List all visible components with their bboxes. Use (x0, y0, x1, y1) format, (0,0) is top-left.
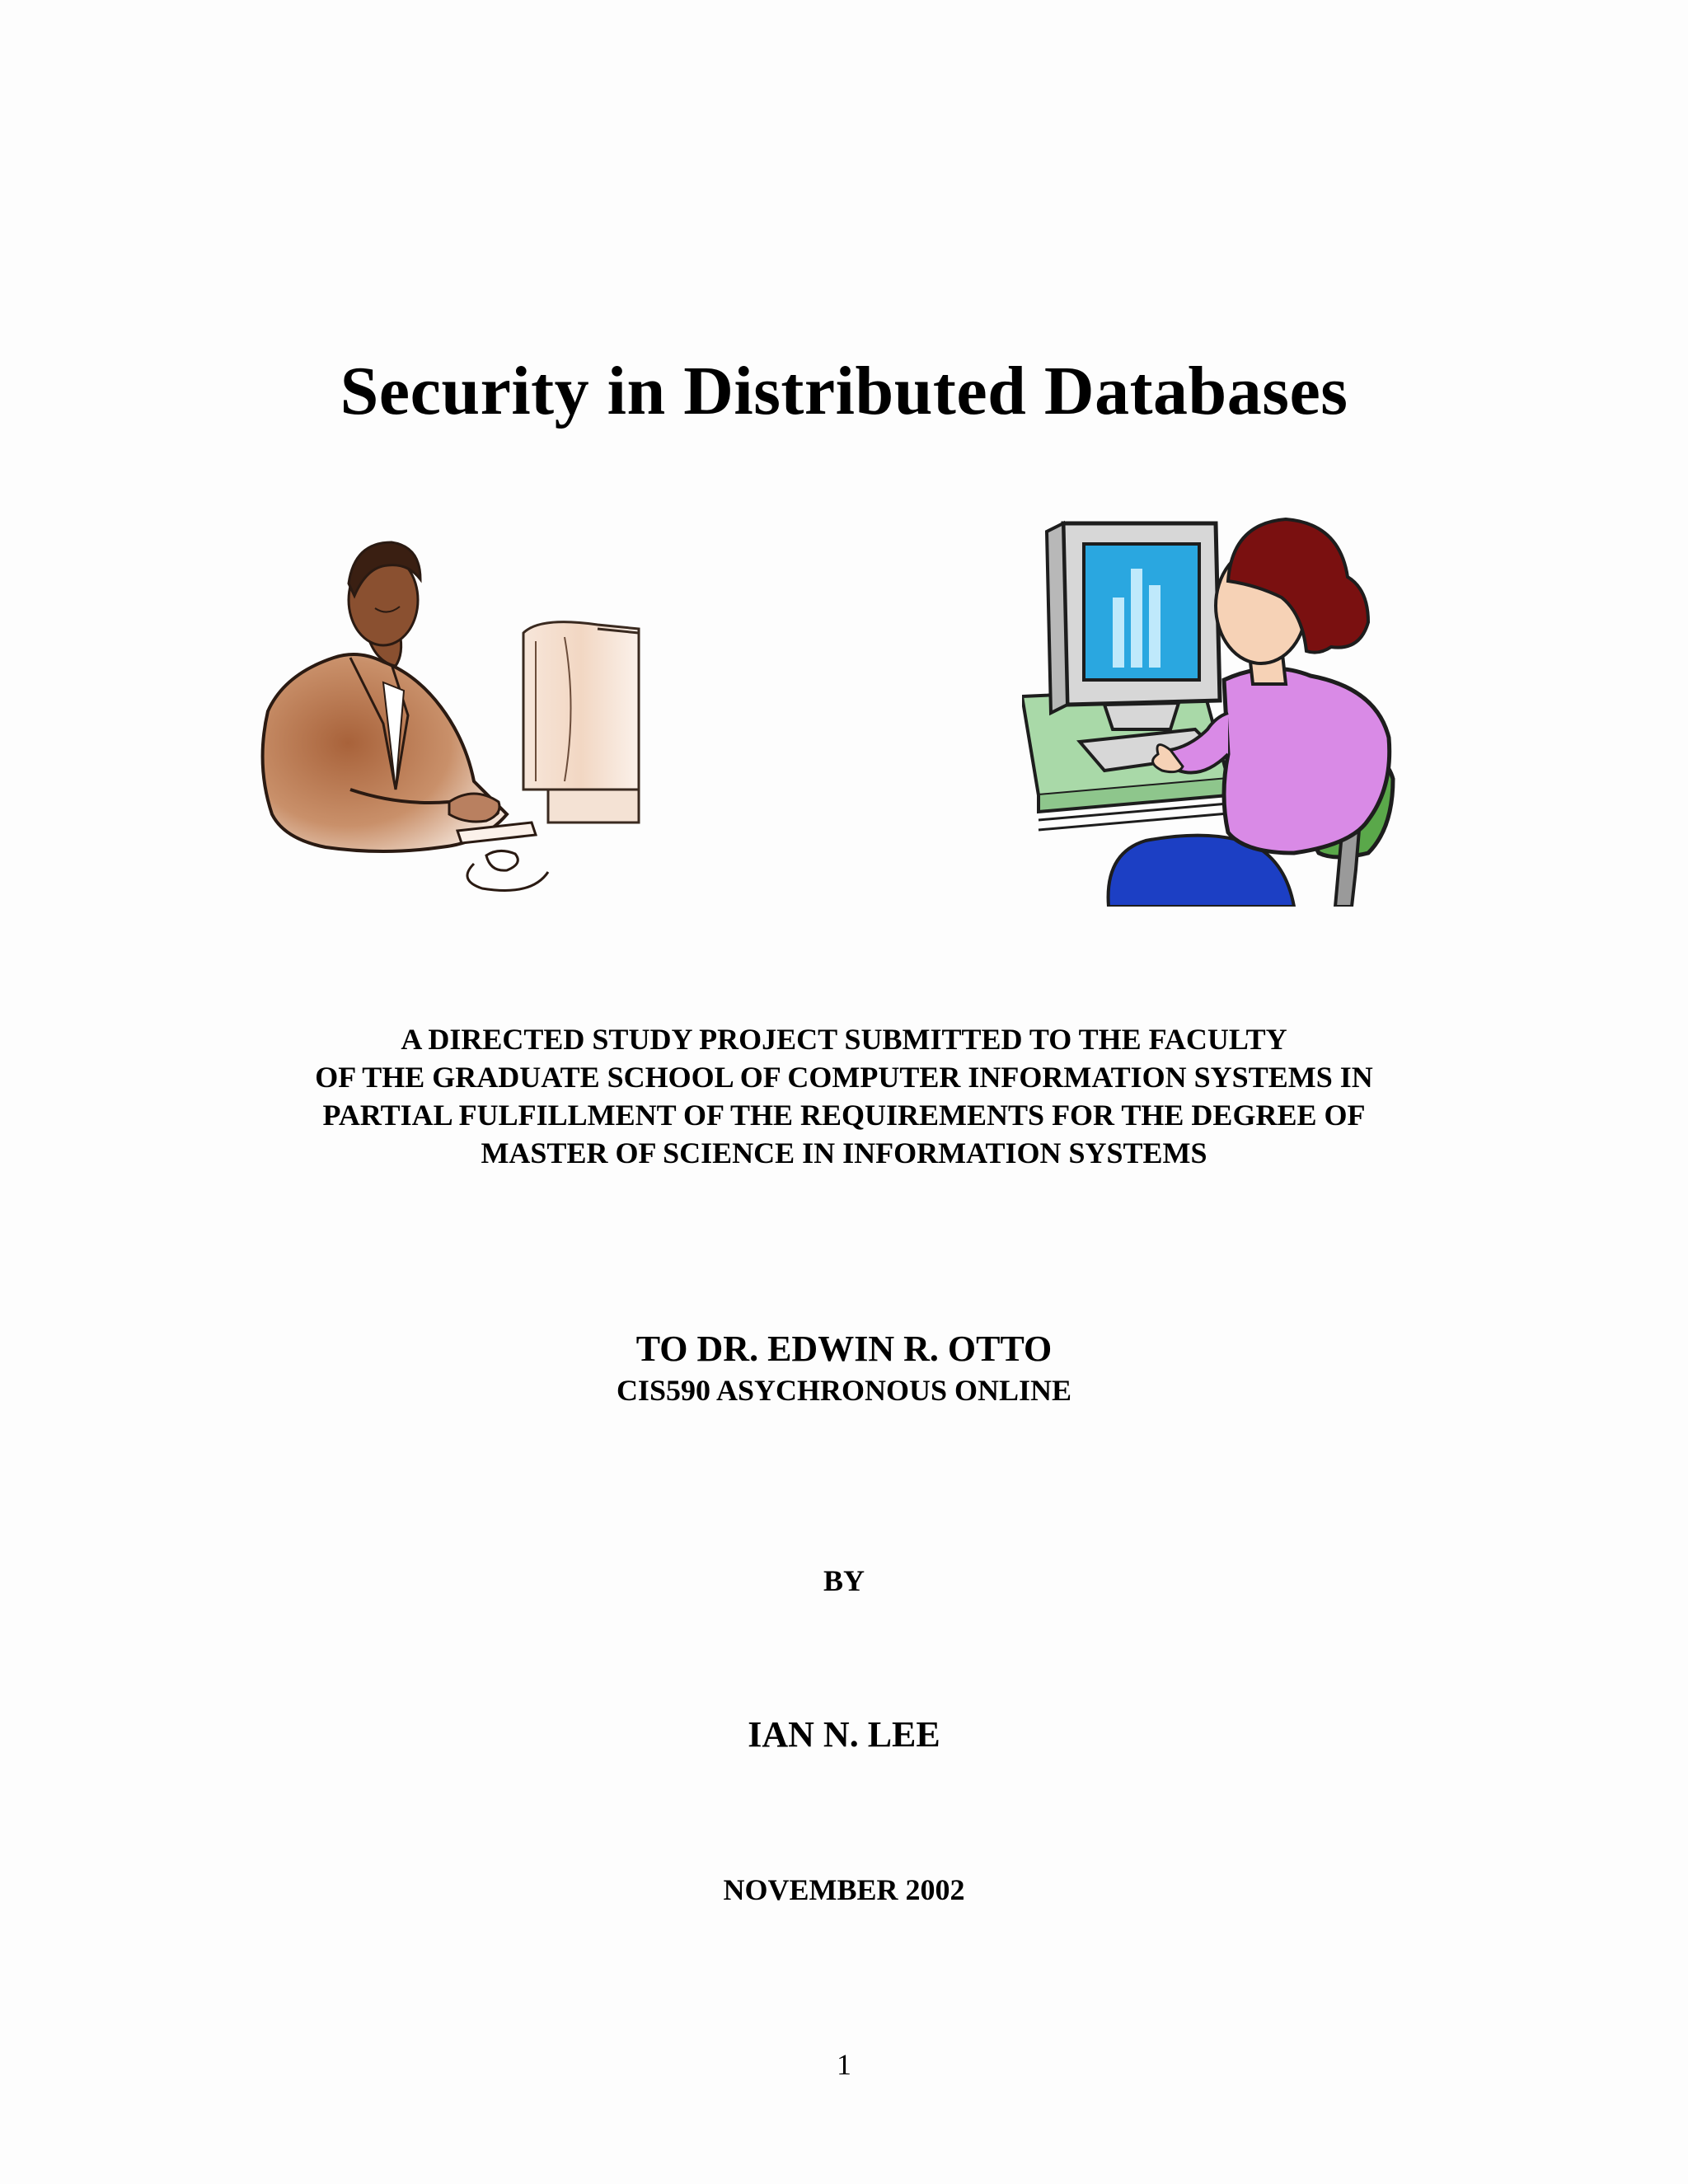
statement-line: PARTIAL FULFILLMENT OF THE REQUIREMENTS FOR THE DEGREE OF (322, 1099, 1366, 1132)
submission-statement (0, 1020, 1688, 1172)
man-at-computer-clipart (251, 518, 655, 905)
statement-line: A DIRECTED STUDY PROJECT SUBMITTED TO THE FACULTY (401, 1023, 1287, 1056)
course-name: CIS590 ASYCHRONOUS ONLINE (616, 1374, 1072, 1407)
advisor-block (0, 1327, 1688, 1409)
document-title: Security in Distributed Databases (340, 353, 1348, 429)
page-number: 1 (837, 2048, 851, 2081)
statement-line: OF THE GRADUATE SCHOOL OF COMPUTER INFORMATION SYSTEMS IN (315, 1061, 1373, 1094)
author-name: IAN N. LEE (748, 1714, 940, 1755)
by-label: BY (823, 1564, 865, 1597)
advisor-name: TO DR. EDWIN R. OTTO (635, 1329, 1053, 1369)
submission-date: NOVEMBER 2002 (723, 1873, 965, 1906)
woman-at-computer-clipart (1022, 507, 1426, 907)
statement-line: MASTER OF SCIENCE IN INFORMATION SYSTEMS (481, 1137, 1207, 1169)
